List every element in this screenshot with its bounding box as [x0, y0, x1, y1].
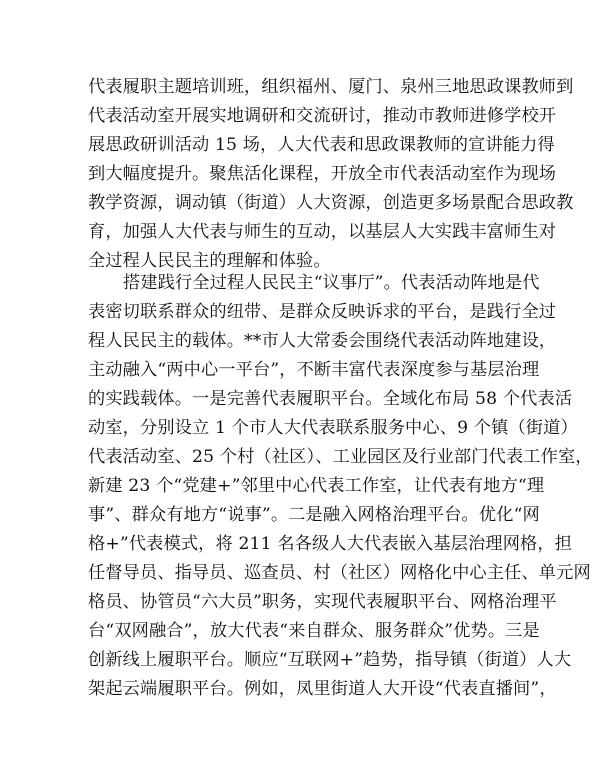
text-line: 的实践载体。一是完善代表履职平台。全域化布局 58 个代表活	[88, 389, 573, 409]
text-line: 到大幅度提升。聚焦活化课程，开放全市代表活动室作为现场	[88, 164, 557, 184]
text-line: 搭建践行全过程人民民主“议事厅”。代表活动阵地是代	[123, 273, 540, 293]
text-line: 新建 23 个“党建+”邻里中心代表工作室，让代表有地方“理	[88, 476, 545, 496]
text-line: 表密切联系群众的纽带、是群众反映诉求的平台，是践行全过	[88, 302, 557, 322]
text-line: 代表活动室、25 个村（社区）、工业园区及行业部门代表工作室，	[88, 447, 593, 467]
text-line: 主动融入“两中心一平台”，不断丰富代表深度参与基层治理	[88, 360, 540, 380]
text-line: 全过程人民民主的理解和体验。	[88, 251, 331, 271]
text-line: 台“双网融合”，放大代表“来自群众、服务群众”优势。三是	[88, 621, 540, 641]
text-line: 格员、协管员“六大员”职务，实现代表履职平台、网格治理平	[88, 592, 557, 612]
text-line: 教学资源，调动镇（街道）人大资源，创造更多场景配合思政教	[88, 193, 574, 213]
text-line: 创新线上履职平台。顺应“互联网+”趋势，指导镇（街道）人大	[88, 650, 572, 670]
text-line: 动室，分别设立 1 个市人大代表联系服务中心、9 个镇（街道）	[88, 418, 578, 438]
text-line: 代表履职主题培训班，组织福州、厦门、泉州三地思政课教师到	[88, 77, 574, 97]
text-line: 程人民民主的载体。**市人大常委会围绕代表活动阵地建设，	[88, 331, 557, 351]
text-line: 格+”代表模式，将 211 名各级人大代表嵌入基层治理网格，担	[88, 534, 573, 554]
text-line: 代表活动室开展实地调研和交流研讨，推动市教师进修学校开	[88, 106, 557, 126]
text-line: 展思政研训活动 15 场，人大代表和思政课教师的宣讲能力得	[88, 135, 555, 155]
text-line: 架起云端履职平台。例如，凤里街道人大开设“代表直播间”，	[88, 679, 557, 699]
text-line: 任督导员、指导员、巡查员、村（社区）网格化中心主任、单元网	[88, 563, 591, 583]
text-line: 事”、群众有地方“说事”。二是融入网格治理平台。优化“网	[88, 505, 540, 525]
text-line: 育，加强人大代表与师生的互动，以基层人大实践丰富师生对	[88, 222, 557, 242]
